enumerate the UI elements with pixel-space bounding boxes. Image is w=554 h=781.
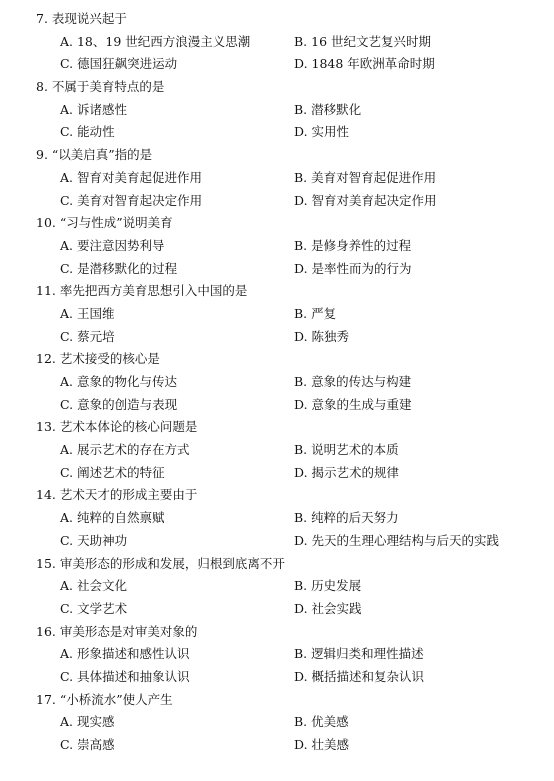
question-item	[0, 553, 554, 621]
option-a: A. 要注意因势利导	[60, 237, 165, 253]
question-item	[0, 689, 554, 757]
option-row	[0, 53, 554, 76]
option-c: C. 崇高感	[60, 737, 115, 752]
option-d: D. 概括描述和复杂认识	[294, 668, 425, 684]
option-b: B. 严复	[294, 305, 337, 321]
option-d: D. 是率性而为的行为	[294, 260, 412, 276]
option-d: D. 实用性	[294, 124, 350, 140]
question-stem: 16. 审美形态是对审美对象的	[36, 623, 198, 639]
option-d: D. 智育对美育起决定作用	[294, 192, 437, 208]
option-b: B. 是修身养性的过程	[294, 237, 412, 253]
option-b: B. 逻辑归类和理性描述	[294, 646, 424, 662]
option-a: A. 诉诸感性	[60, 101, 127, 117]
option-a: A. 展示艺术的存在方式	[60, 442, 190, 458]
option-row	[0, 711, 554, 734]
option-c: C. 是潜移默化的过程	[60, 260, 178, 276]
option-b: B. 说明艺术的本质	[294, 442, 399, 458]
question-stem: 7. 表现说兴起于	[36, 11, 127, 26]
option-row	[0, 598, 554, 621]
option-row	[0, 190, 554, 213]
option-b: B. 意象的传达与构建	[294, 374, 412, 389]
option-row	[0, 99, 554, 122]
option-a: A. 智育对美育起促进作用	[60, 169, 202, 185]
option-b: B. 纯粹的后天努力	[294, 510, 399, 526]
option-a: A. 形象描述和感性认识	[60, 646, 190, 662]
option-b: B. 潜移默化	[294, 101, 362, 117]
question-stem: 11. 率先把西方美育思想引入中国的是	[36, 283, 248, 299]
option-row	[0, 394, 554, 417]
option-d: D. 社会实践	[294, 600, 362, 616]
question-stem: 8. 不属于美育特点的是	[36, 79, 165, 95]
option-c: C. 文学艺术	[60, 600, 128, 616]
option-d: D. 陈独秀	[294, 328, 350, 344]
question-stem: 15. 审美形态的形成和发展，归根到底离不开	[36, 555, 285, 571]
question-item	[0, 8, 554, 76]
option-row	[0, 258, 554, 281]
option-a: A. 18、19 世纪西方浪漫主义思潮	[60, 33, 251, 49]
option-b: B. 16 世纪文艺复兴时期	[294, 33, 432, 49]
option-a: A. 意象的物化与传达	[60, 374, 177, 389]
option-c: C. 能动性	[60, 124, 115, 140]
question-stem: 10. “习与性成”说明美育	[36, 215, 173, 231]
option-b: B. 美育对智育起促进作用	[294, 169, 437, 185]
question-item	[0, 484, 554, 552]
option-c: C. 具体描述和抽象认识	[60, 668, 190, 684]
question-stem: 13. 艺术本体论的核心问题是	[36, 419, 198, 435]
option-c: C. 美育对智育起决定作用	[60, 192, 203, 208]
question-item	[0, 144, 554, 212]
option-row	[0, 303, 554, 326]
question-item	[0, 76, 554, 144]
question-item	[0, 280, 554, 348]
option-row	[0, 31, 554, 54]
option-d: D. 揭示艺术的规律	[294, 464, 400, 480]
option-d: D. 先天的生理心理结构与后天的实践	[294, 532, 500, 548]
option-c: C. 蔡元培	[60, 328, 115, 344]
question-stem: 14. 艺术天才的形成主要由于	[36, 487, 198, 503]
option-c: C. 德国狂飙突进运动	[60, 56, 178, 72]
option-c: C. 天助神功	[60, 532, 128, 548]
option-a: A. 王国维	[60, 305, 115, 321]
question-item	[0, 212, 554, 280]
question-stem: 9. “以美启真”指的是	[36, 147, 153, 163]
option-c: C. 意象的创造与表现	[60, 396, 178, 412]
question-stem: 12. 艺术接受的核心是	[36, 351, 160, 367]
option-row	[0, 462, 554, 485]
option-row	[0, 326, 554, 349]
option-row	[0, 734, 554, 757]
option-a: A. 社会文化	[60, 578, 127, 594]
option-a: A. 现实感	[60, 714, 115, 730]
option-d: D. 壮美感	[294, 737, 350, 752]
option-row	[0, 371, 554, 394]
option-row	[0, 530, 554, 553]
option-c: C. 阐述艺术的特征	[60, 464, 165, 480]
question-item	[0, 348, 554, 416]
option-a: A. 纯粹的自然禀赋	[60, 510, 165, 526]
option-row	[0, 575, 554, 598]
option-row	[0, 666, 554, 689]
option-b: B. 优美感	[294, 714, 349, 730]
option-row	[0, 235, 554, 258]
question-item	[0, 621, 554, 689]
option-b: B. 历史发展	[294, 578, 362, 594]
question-item	[0, 416, 554, 484]
option-d: D. 1848 年欧洲革命时期	[294, 56, 435, 72]
question-stem: 17. “小桥流水”使人产生	[36, 691, 173, 707]
option-row	[0, 121, 554, 144]
option-row	[0, 643, 554, 666]
option-row	[0, 439, 554, 462]
option-d: D. 意象的生成与重建	[294, 396, 412, 412]
option-row	[0, 167, 554, 190]
option-row	[0, 507, 554, 530]
